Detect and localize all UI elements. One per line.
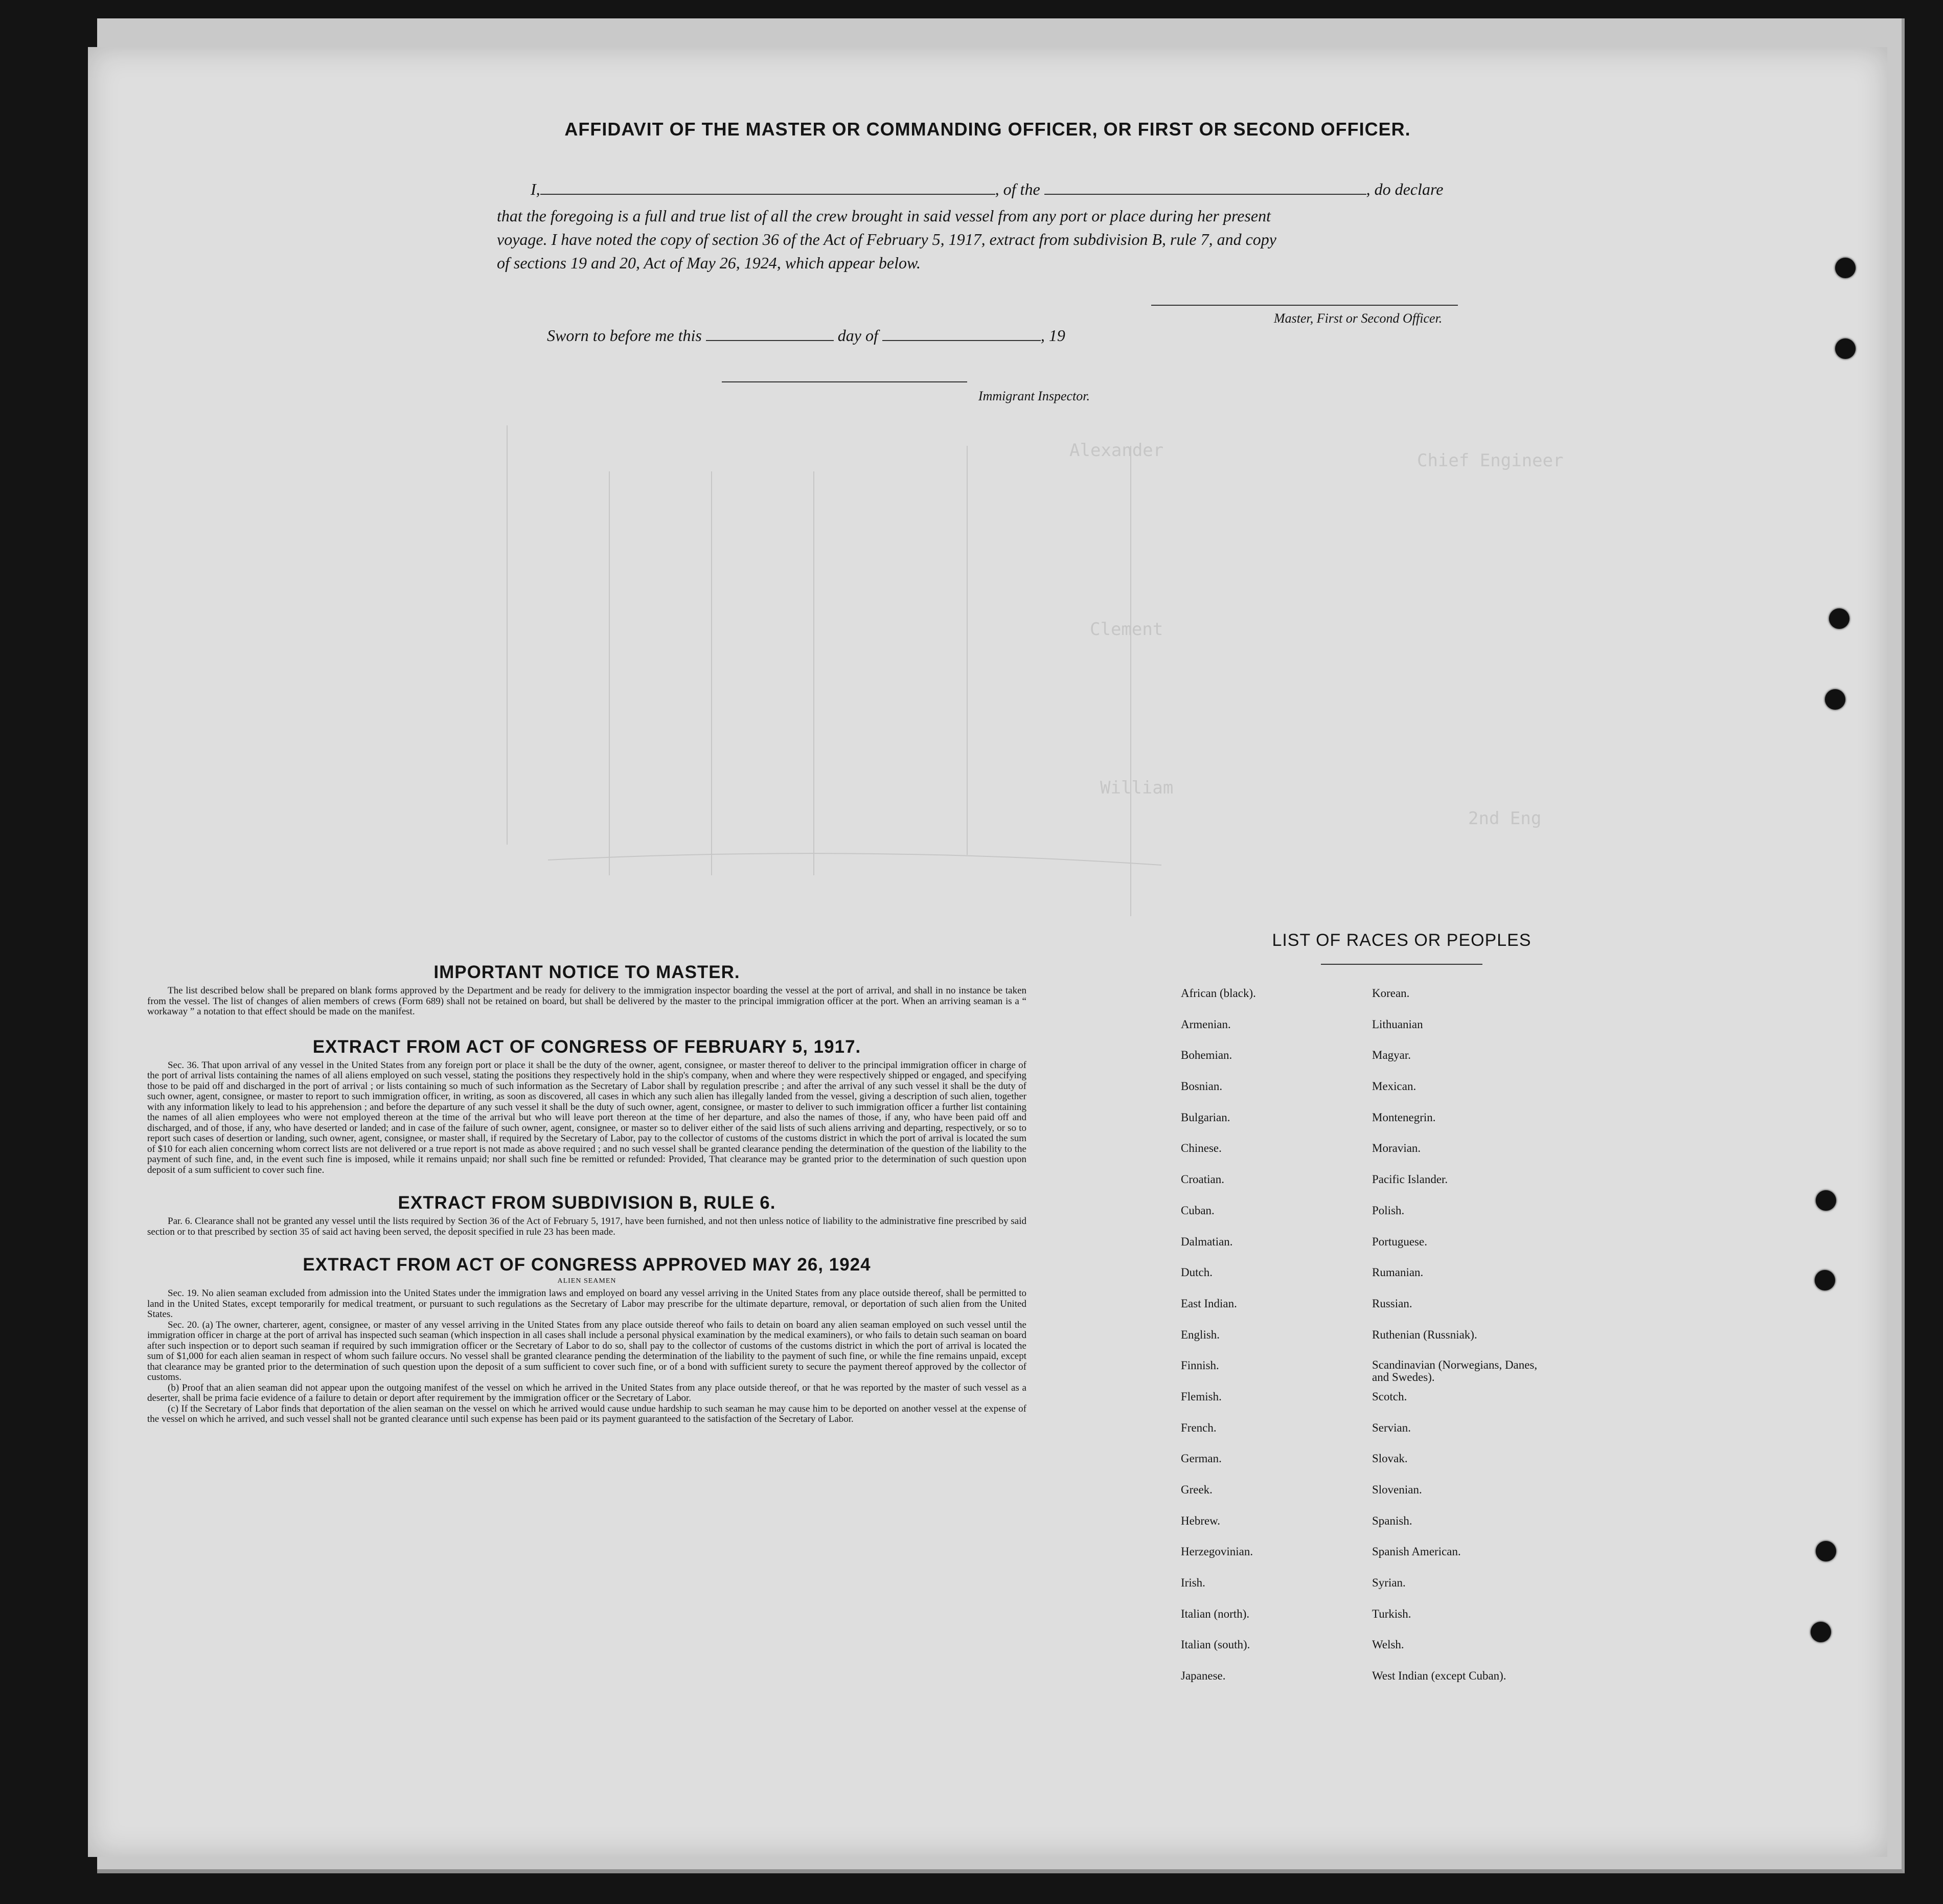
affidavit-line-4: of sections 19 and 20, Act of May 26, 1924, which appear below. xyxy=(497,254,921,272)
sworn-day-field[interactable] xyxy=(706,327,834,341)
race-item: Portuguese. xyxy=(1372,1235,1427,1248)
race-item: Pacific Islander. xyxy=(1372,1173,1448,1186)
race-item: Herzegovinian. xyxy=(1181,1545,1253,1558)
race-item: Korean. xyxy=(1372,987,1410,1000)
race-item: Welsh. xyxy=(1372,1638,1404,1651)
race-item: Hebrew. xyxy=(1181,1514,1221,1527)
extract-1924-sec20a: Sec. 20. (a) The owner, charterer, agent, consignee, or master of any vessel arriving in the United States from any place outside thereof who fails to detain on board any alien seaman employed on such vessel until the immigration officer in charge at the port of arrival has inspected such seaman (which inspection in all cases shall include a personal physical examination by the medical examiners), or who fails to detain such seaman on board after such inspection or to deport such seaman if required by such immigration officer or the Secretary of Labor to do so, shall pay to the collector of customs of the customs district in which the port of arrival is located the sum of $1,000 for each alien seaman in respect of whom such failure occurs. No vessel shall be granted clearance pending the determination of the liability to the payment of such fine, or while the fine remains unpaid, except that clearance may be granted prior to the determination of such question upon the deposit of a sum sufficient to cover such fine, or of a bond with sufficient surety to secure the payment thereof approved by the collector of customs. xyxy=(147,1319,1026,1382)
race-item: Irish. xyxy=(1181,1576,1205,1590)
inspector-signature-line[interactable] xyxy=(722,381,967,382)
race-item: Slovenian. xyxy=(1372,1483,1422,1496)
svg-text:William: William xyxy=(1100,778,1174,798)
affidavit-of-the: , of the xyxy=(995,180,1040,198)
race-item: Dutch. xyxy=(1181,1266,1213,1279)
race-item: Servian. xyxy=(1372,1421,1411,1434)
race-item: East Indian. xyxy=(1181,1297,1237,1310)
inspector-caption: Immigrant Inspector. xyxy=(978,389,1090,403)
race-item: Lithuanian xyxy=(1372,1017,1423,1031)
race-item: Cuban. xyxy=(1181,1204,1215,1217)
race-item: Bulgarian. xyxy=(1181,1110,1230,1124)
svg-text:2nd Eng: 2nd Eng xyxy=(1468,808,1542,829)
races-right-column xyxy=(1372,987,1658,1701)
master-caption: Master, First or Second Officer. xyxy=(1274,311,1443,326)
race-item: Slovak. xyxy=(1372,1452,1408,1465)
race-item: Turkish. xyxy=(1372,1607,1411,1620)
svg-text:Alexander: Alexander xyxy=(1069,440,1164,461)
extract-1924-subtitle: ALIEN SEAMEN xyxy=(557,1277,616,1285)
races-left-column xyxy=(1181,987,1365,1701)
race-item: Spanish. xyxy=(1372,1514,1412,1527)
race-item: Chinese. xyxy=(1181,1142,1222,1155)
sworn-prefix: Sworn to before me this xyxy=(547,326,702,345)
race-item: French. xyxy=(1181,1421,1217,1434)
affidavit-declare: , do declare xyxy=(1366,180,1444,198)
sworn-year: , 19 xyxy=(1040,326,1065,345)
race-item: Greek. xyxy=(1181,1483,1213,1496)
sworn-month-field[interactable] xyxy=(882,327,1041,341)
race-item: Mexican. xyxy=(1372,1080,1416,1093)
notice-body: The list described below shall be prepared on blank forms approved by the Department and be ready for delivery to the immigration inspector boarding the vessel at the port of arrival, and shall in no instance be taken from the vessel. The list of changes of alien members of crews (Form 689) shall not be retained on board, but shall be delivered by the master to the principal immigration officer at the port. When an arriving seaman is a “ workaway ” a notation to that effect should be made on the manifest. xyxy=(147,985,1026,1017)
race-item: Italian (north). xyxy=(1181,1607,1250,1620)
extract-rule6-body: Par. 6. Clearance shall not be granted any vessel until the lists required by Section 36 of the Act of February 5, 1917, have been furnished, and not then unless notice of liability to the administrative fine prescribed by said section or to that prescribed by section 35 of said act having been served, the deposit specified in rule 23 has been made. xyxy=(147,1216,1026,1237)
race-item: Scotch. xyxy=(1372,1390,1407,1403)
race-item: Bohemian. xyxy=(1181,1049,1232,1062)
notice-title: IMPORTANT NOTICE TO MASTER. xyxy=(433,962,740,982)
extract-1924-sec20c: (c) If the Secretary of Labor finds that deportation of the alien seaman on the vessel on which he arrived would cause undue hardship to such seaman he may cause him to be deported on another vessel at the expense of the vessel on which he arrived, and such vessel shall not be granted clearance until such expense has been paid or its payment guaranteed to the satisfaction of the Secretary of Labor. xyxy=(147,1403,1026,1424)
races-title-rule xyxy=(1321,964,1482,965)
extract-1924-sec19: Sec. 19. No alien seaman excluded from admission into the United States under the immigration laws and employed on board any vessel arriving in the United States from any place outside thereof, shall be permitted to land in the United States, except temporarily for medical treatment, or pursuant to such regulations as the Secretary of Labor may prescribe for the ultimate departure, removal, or deportation of such alien from the United States. xyxy=(147,1288,1026,1320)
race-item: Syrian. xyxy=(1372,1576,1406,1590)
race-item: Croatian. xyxy=(1181,1173,1224,1186)
race-item: Finnish. xyxy=(1181,1359,1219,1372)
race-item: Ruthenian (Russniak). xyxy=(1372,1328,1477,1341)
extract-1917-title: EXTRACT FROM ACT OF CONGRESS OF FEBRUARY 5, 1917. xyxy=(312,1036,861,1057)
race-item: Scandinavian (Norwegians, Danes, and Swedes). xyxy=(1372,1358,1538,1384)
race-item: Spanish American. xyxy=(1372,1545,1461,1558)
race-item: Polish. xyxy=(1372,1204,1405,1217)
race-item: Flemish. xyxy=(1181,1390,1222,1403)
race-item: Montenegrin. xyxy=(1372,1110,1436,1124)
race-item: Bosnian. xyxy=(1181,1080,1223,1093)
race-item: Moravian. xyxy=(1372,1142,1421,1155)
extract-1924-title: EXTRACT FROM ACT OF CONGRESS APPROVED MAY 26, 1924 xyxy=(303,1255,871,1275)
svg-text:Clement: Clement xyxy=(1090,619,1163,640)
affidavit-title: AFFIDAVIT OF THE MASTER OR COMMANDING OFFICER, OR FIRST OR SECOND OFFICER. xyxy=(564,119,1411,140)
race-item: Magyar. xyxy=(1372,1049,1411,1062)
race-item: Dalmatian. xyxy=(1181,1235,1233,1248)
race-item: Rumanian. xyxy=(1372,1266,1424,1279)
race-item: German. xyxy=(1181,1452,1222,1465)
sworn-day-of: day of xyxy=(837,326,878,345)
vessel-name-field[interactable] xyxy=(1044,180,1366,195)
document-page xyxy=(88,47,1887,1857)
master-signature-line[interactable] xyxy=(1151,305,1458,306)
affidavit-i: I, xyxy=(531,180,540,198)
extract-rule6-title: EXTRACT FROM SUBDIVISION B, RULE 6. xyxy=(398,1193,776,1213)
svg-text:Chief Engineer: Chief Engineer xyxy=(1417,450,1564,471)
extract-1924-sec20b: (b) Proof that an alien seaman did not appear upon the outgoing manifest of the vessel on which he arrived in the United States from any place outside thereof, or that he was reported by the master of such vessel as a deserter, shall be prima facie evidence of a failure to detain or deport after requirement by the immigration officer or the Secretary of Labor. xyxy=(147,1382,1026,1403)
race-item: African (black). xyxy=(1181,987,1256,1000)
race-item: English. xyxy=(1181,1328,1220,1341)
race-item: Italian (south). xyxy=(1181,1638,1250,1651)
extract-1917-body: Sec. 36. That upon arrival of any vessel in the United States from any foreign port or place it shall be the duty of the owner, agent, consignee, or master thereof to deliver to the principal immigration officer in charge of the port of arrival lists containing the names of all aliens employed on such vessel, stating the positions they respectively hold in the ship's company, when and where they were respectively shipped or engaged, and specifying those to be paid off and discharged in the port of arrival ; or lists containing so much of such information as the Secretary of Labor shall by regulation prescribe ; and after the arrival of any such vessel it shall be the duty of such owner, agent, consignee, or master to report to such immigration officer, in writing, as soon as discovered, all cases in which any such alien has illegally landed from the vessel, giving a description of such alien, together with any information likely to lead to his apprehension ; and before the departure of any such vessel it shall be the duty of such owner, agent, consignee, or master to deliver to such immigration officer a further list containing the names of all alien employees who were not employed thereon at the time of the arrival but who will leave port thereon at the time of her departure, and also the names of those, if any, who have been paid off and discharged, and of those, if any, who have deserted or landed; and in case of the failure of such owner, agent, consignee, or master so to deliver either of the said lists of such aliens arriving and departing, respectively, or so to report such cases of desertion or landing, such owner, agent, consignee, or master shall, if required by the Secretary of Labor, pay to the collector of customs of the customs district in which the port of arrival is located the sum of $10 for each alien concerning whom correct lists are not delivered or a true report is not made as above required ; and no such vessel shall be granted clearance pending the determination of the question of the liability to the payment of such fine, and, in the event such fine is imposed, while it remains unpaid; nor shall such fine be remitted or refunded: Provided, That clearance may be granted prior to the determination of such question upon deposit of a sum sufficient to cover such fine. xyxy=(147,1059,1026,1175)
races-title: LIST OF RACES OR PEOPLES xyxy=(1272,931,1531,950)
affidavit-line-1 xyxy=(531,180,1443,199)
race-item: Japanese. xyxy=(1181,1669,1226,1683)
legal-text-column xyxy=(147,962,1026,1425)
affidavit-line-3: voyage. I have noted the copy of section 36 of the Act of February 5, 1917, extract from subdivision B, rule 7, and copy xyxy=(497,230,1276,248)
race-item: Armenian. xyxy=(1181,1017,1231,1031)
sworn-line xyxy=(547,326,1065,345)
race-item: Russian. xyxy=(1372,1297,1412,1310)
affidavit-line-2: that the foregoing is a full and true list of all the crew brought in said vessel from any port or place during her present xyxy=(497,207,1271,225)
officer-name-field[interactable] xyxy=(540,180,995,195)
race-item: West Indian (except Cuban). xyxy=(1372,1669,1506,1683)
